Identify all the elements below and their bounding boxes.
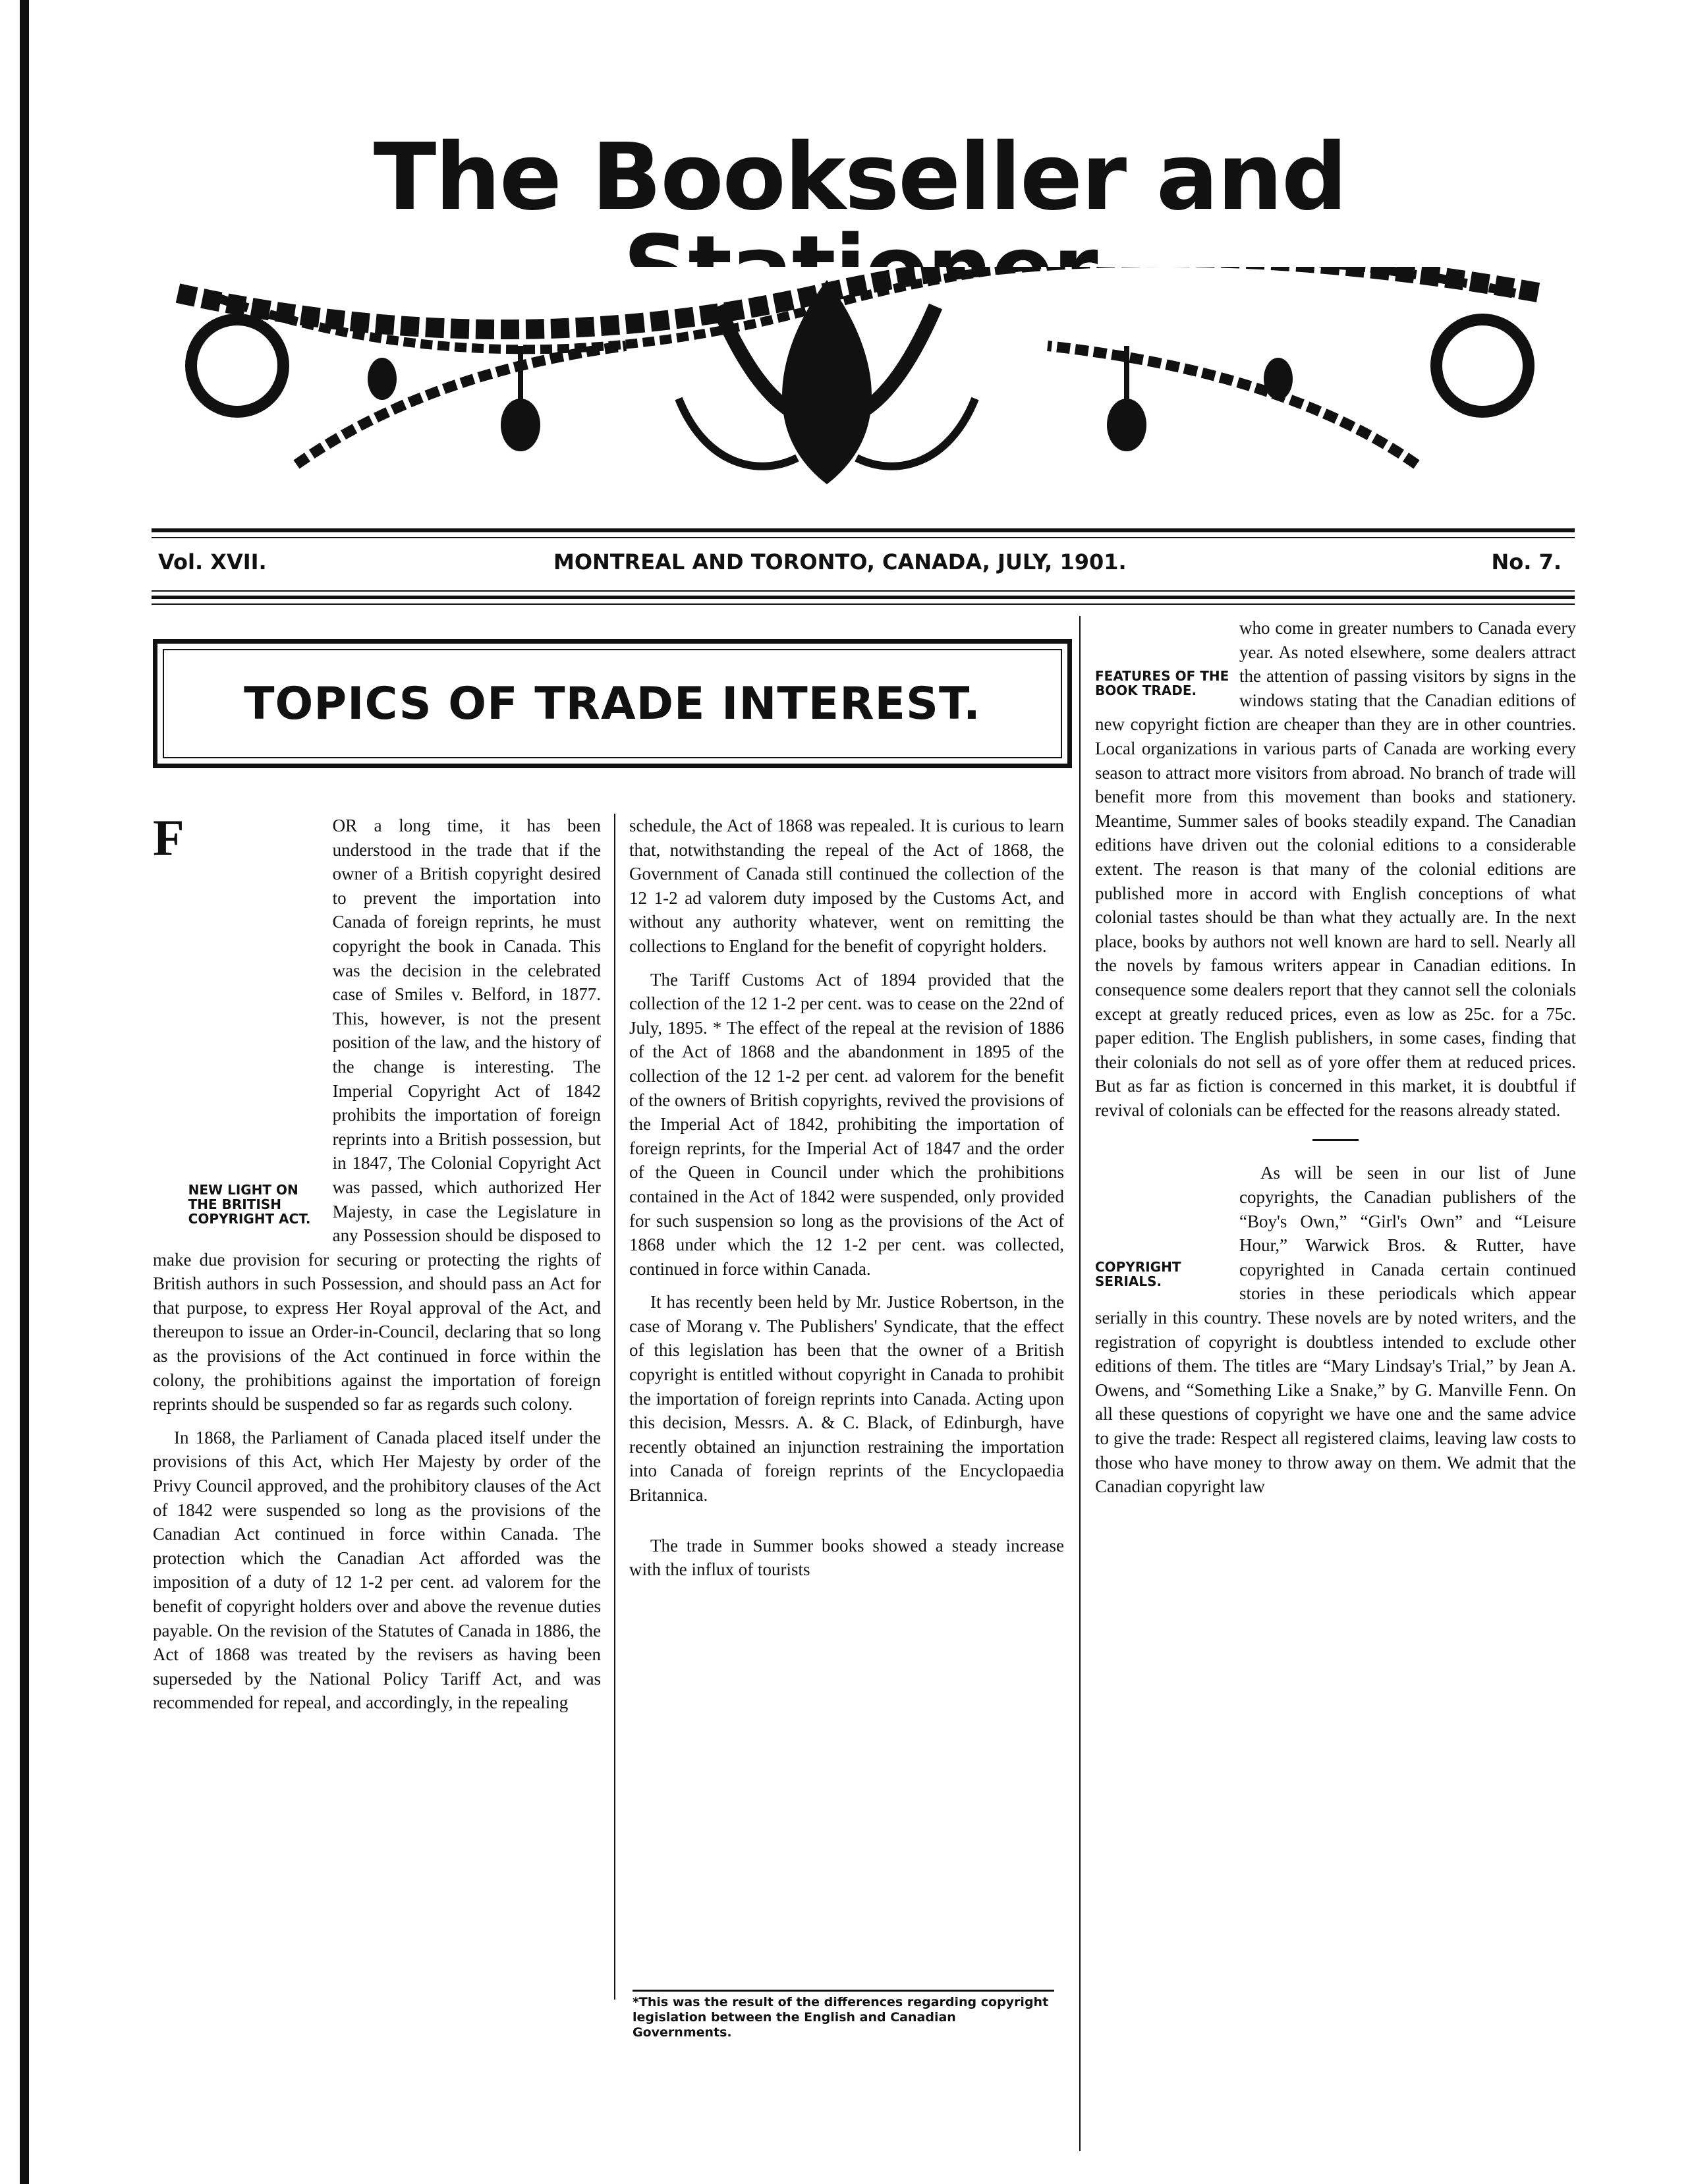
rule-bottom-thick: [152, 596, 1575, 599]
rule-bottom-thin: [152, 590, 1575, 592]
col2-paragraph-1: schedule, the Act of 1868 was repealed. It is curious to learn that, notwithstanding the repeal of the Act of 1868, the Government of Canada still continued the collection of the 12 1-2 ad valorem duty imposed by the Customs Act, and without any authority whatever, went on remitting the collections to England for the benefit of copyright holders.: [629, 816, 1064, 956]
article-title-box: [153, 639, 1072, 768]
volume-number: Vol. XVII.: [158, 549, 267, 574]
footnote-rule: [633, 1990, 1054, 1992]
footnote: *This was the result of the differences regarding copyright legislation between the English and Canadian Governments.: [633, 1995, 1049, 2040]
col1-paragraph-1: [153, 809, 601, 1416]
column-2: [629, 814, 1064, 1591]
drop-cap: F: [153, 809, 184, 866]
col1-paragraph-2: In 1868, the Parliament of Canada placed itself under the provisions of this Act, which Her Majesty by order of the Privy Council approved, and the prohibitory clauses of the Act of 1842 were suspended so long as the provisions of the Canadian Act continued in force within Canada. The protection which the Canadian Act afforded was the imposition of a duty of 12 1-2 per cent. ad valorem for the benefit of copyright holders over and above the revenue duties payable. On the revision of the Statutes of Canada in 1886, the Act of 1868 was treated by the revisers as having been superseded by the National Policy Tariff Act, and was recommended for repeal, and accordingly, in the repealing: [153, 1427, 601, 1713]
article-title: TOPICS OF TRADE INTEREST.: [244, 677, 981, 730]
column-3: [1095, 616, 1576, 1508]
column-1: [153, 809, 601, 1724]
col3-paragraph-2: [1095, 1161, 1576, 1498]
dateline: MONTREAL AND TORONTO, CANADA, JULY, 1901.: [553, 549, 1127, 574]
volume-dateline-bar: [152, 546, 1575, 578]
rule-bottom-thin-2: [152, 603, 1575, 605]
section-dash: [1312, 1139, 1359, 1141]
col2-paragraph-3: It has recently been held by Mr. Justice Robertson, in the case of Morang v. The Publishers' Syndicate, that the effect of this legislation has been that the owner of a British copyright is entitled without copyright in Canada to prohibit the importation of foreign reprints into Canada. Acting upon this decision, Messrs. A. & C. Black, of Edinburgh, have recently obtained an injunction restraining the importation into Canada of foreign reprints of the Encyclopaedia Britannica.: [629, 1292, 1064, 1505]
column-divider-2: [1079, 616, 1081, 2151]
sidehead-features: FEATURES OF THE BOOK TRADE.: [1095, 668, 1229, 698]
masthead-title: The Bookseller and: [373, 124, 1347, 231]
sidehead-copyright-serials: COPYRIGHT SERIALS.: [1095, 1259, 1181, 1290]
scan-margin-rule: [20, 0, 29, 2184]
col3-text-2: As will be seen in our list of June copyrights, the Canadian publishers of the “Boy's Own,” “Girl's Own” and “Leisure Hour,” Warwick Bros. & Rutter, have copyrighted in Canada certain continued stories in these periodicals which appear serially in this country. These novels are by noted writers, and the registration of copyright is doubtless intended to exclude other editions of them. The titles are “Mary Lindsay's Trial,” by Jean A. Owens, and “Something Like a Snake,” by G. Manville Fenn. On all these questions of copyright we have one and the same advice to give the trade: Respect all registered claims, leaving law costs to those who have money to throw away on them. We admit that the Canadian copyright law: [1095, 1163, 1576, 1497]
col3-paragraph-1: [1095, 616, 1576, 1122]
col2-paragraph-2: The Tariff Customs Act of 1894 provided that the collection of the 12 1-2 per cent. was to cease on the 22nd of July, 1895. * The effect of the repeal at the revision of 1886 of the Act of 1868 and the abandonment in 1895 of the collection of the 12 1-2 per cent. ad valorem for the benefit of the owners of British copyrights, revived the provisions of the Imperial Act of 1842, prohibiting the importation of foreign reprints, for the Imperial Act of 1847 and the order of the Queen in Council under which the prohibitions contained in the Act of 1842 were suspended, only provided for such suspension so long as the provisions of the Act of 1868 under which the 12 1-2 per cent. was collected, continued in force within Canada.: [629, 969, 1064, 1279]
rule-top-thin: [152, 537, 1575, 538]
column-divider-1: [614, 814, 615, 2000]
rule-top-thick: [152, 528, 1575, 532]
col2-paragraph-4: The trade in Summer books showed a steady increase with the influx of tourists: [629, 1535, 1064, 1580]
col3-text-1: who come in greater numbers to Canada every year. As noted elsewhere, some dealers attract the attention of passing visitors by signs in the windows stating that the Canadian editions of new copyright fiction are cheaper than they are in other countries. Local organizations in various parts of Canada are working every season to attract more visitors from abroad. No branch of trade will benefit more from this movement than books and stationery. Meantime, Summer sales of books steadily expand. The Canadian editions have driven out the colonial editions to a considerable extent. The reason is that many of the colonial editions are published more in accord with English conceptions of what colonial tastes should be than what they actually are. In the next place, books by authors not well known are hard to sell. Nearly all the novels by famous writers appear in Canadian editions. In consequence some dealers report that they cannot sell the colonials except at greatly reduced prices, even as low as 25c. for a 75c. paper edition. The English publishers, in some cases, finding that their colonials do not sell as of yore offer them at reduced prices. But as far as fiction is concerned in this market, it is doubtful if revival of colonials can be effected for the reasons already stated.: [1095, 618, 1576, 1120]
sidehead-new-light: NEW LIGHT ON THE BRITISH COPYRIGHT ACT.: [188, 1182, 311, 1227]
col1-text-1: OR a long time, it has been understood in the trade that if the owner of a British copyright desired to prevent the importation into Canada of foreign reprints, he must copyright the book in Canada. This was the decision in the celebrated case of Smiles v. Belford, in 1877. This, however, is not the present position of the law, and the history of the change is interesting. The Imperial Copyright Act of 1842 prohibits the importation of foreign reprints into a British possession, but in 1847, The Colonial Copyright Act was passed, which authorized Her Majesty, in case the Legislature in any Possession should be disposed to make due provision for securing or protecting the rights of British authors in such Possession, and should pass an Act for that purpose, to express Her Royal approval of the Act, and thereupon to issue an Order-in-Council, declaring that so long as the provisions of the Act continued in force within the colony, the prohibitions against the importation of foreign reprints should be suspended so far as regards such colony.: [153, 816, 601, 1414]
issue-number: No. 7.: [1491, 549, 1562, 574]
decorative-garland-ornament: [165, 267, 1555, 494]
